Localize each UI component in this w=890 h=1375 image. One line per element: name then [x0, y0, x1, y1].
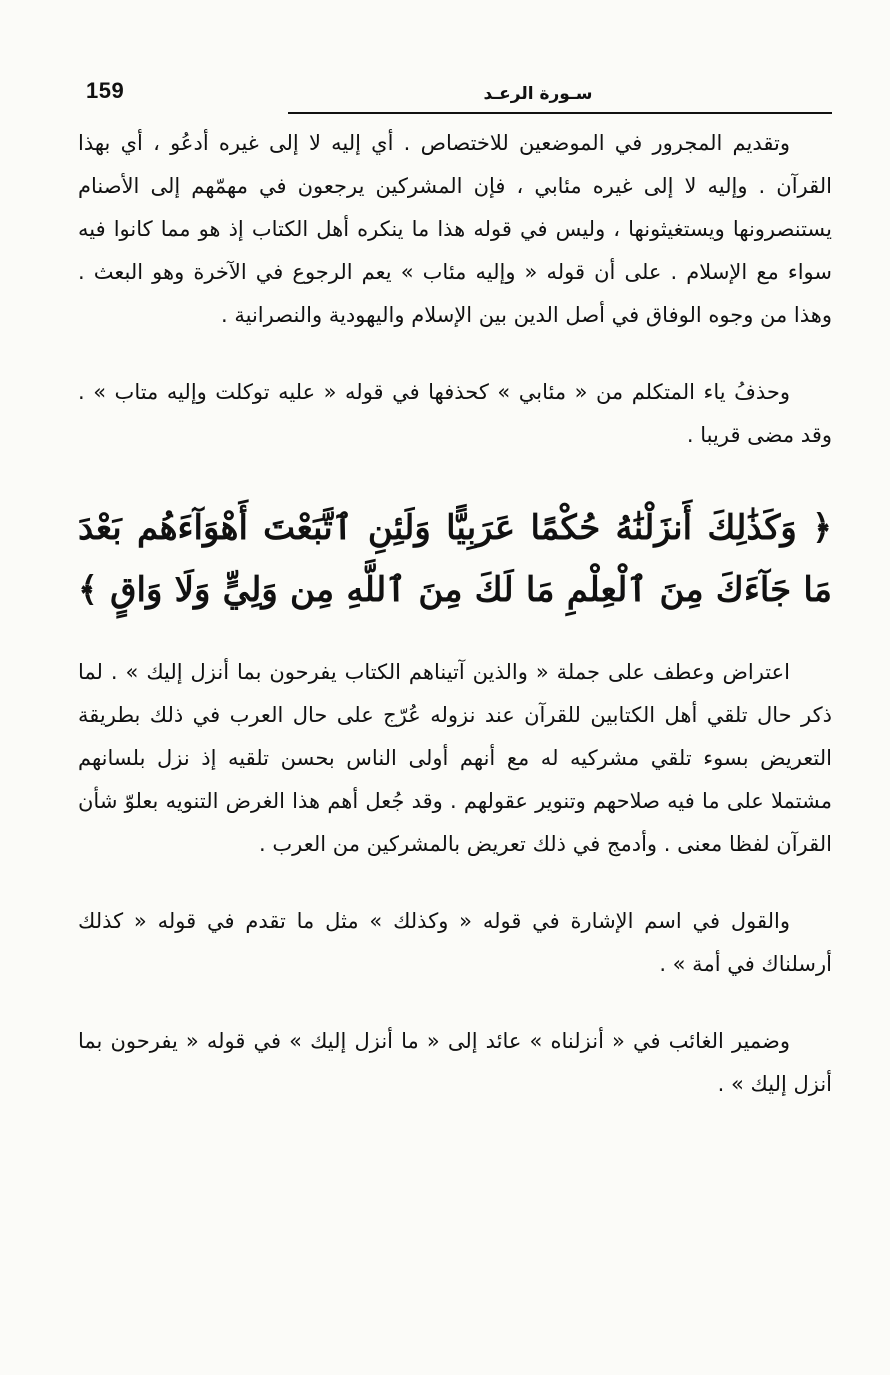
paragraph-5: وضمير الغائب في « أنزلناه » عائد إلى « ما أنزل إليك » في قوله « يفرحون بما أنزل إليك » .: [78, 1029, 832, 1096]
running-title: سـورة الرعـد: [483, 84, 593, 104]
paragraph-4: والقول في اسم الإشارة في قوله « وكذلك » مثل ما تقدم في قوله « كذلك أرسلناك في أمة » .: [78, 909, 832, 976]
paragraph-3: اعتراض وعطف على جملة « والذين آتيناهم الكتاب يفرحون بما أنزل إليك » . لما ذكر حال تلقي أهل الكتابين للقرآن عند نزوله عُرّج على حال العرب في ذلك بطريقة التعريض بسوء تلقي مشركيه له مع أنهم أولى الناس بحسن تلقيه إذ نزل بلسانهم مشتملا على ما فيه صلاحهم وتنوير عقولهم . وقد جُعل أهم هذا الغرض التنويه بعلوّ شأن القرآن لفظا معنى . وأدمج في ذلك تعريض بالمشركين من العرب .: [78, 660, 832, 856]
page-number: 159: [86, 78, 125, 103]
quran-verse: ﴿ وَكَذَٰلِكَ أَنزَلْنَٰهُ حُكْمًا عَرَبِيًّا وَلَئِنِ ٱتَّبَعْتَ أَهْوَآءَهُم بَعْدَ مَا جَآءَكَ مِنَ ٱلْعِلْمِ مَا لَكَ مِنَ ٱللَّهِ مِن وَلِيٍّ وَلَا وَاقٍ ﴾: [78, 508, 832, 610]
page-content: [78, 122, 832, 1106]
paragraph-2: وحذفُ ياء المتكلم من « مئابي » كحذفها في قوله « عليه توكلت وإليه متاب » . وقد مضى قريبا .: [78, 380, 832, 447]
header-rule: [288, 112, 832, 114]
paragraph-gap: [78, 457, 832, 497]
page-header: [78, 74, 832, 118]
paragraph-1: وتقديم المجرور في الموضعين للاختصاص . أي إليه لا إلى غيره أدعُو ، أي بهذا القرآن . وإليه لا إلى غيره مئابي ، فإن المشركين يرجعون في مهمّهم إلى الأصنام يستنصرونها ويستغيثونها ، وليس في قوله هذا ما ينكره أهل الكتاب إذ هو مما كانوا فيه سواء مع الإسلام . على أن قوله « وإليه مئاب » يعم الرجوع في الآخرة وهو البعث . وهذا من وجوه الوفاق في أصل الدين بين الإسلام واليهودية والنصرانية .: [78, 131, 832, 327]
paragraph-gap: [78, 337, 832, 371]
paragraph-gap: [78, 986, 832, 1020]
paragraph-gap: [78, 866, 832, 900]
paragraph-gap: [78, 621, 832, 651]
